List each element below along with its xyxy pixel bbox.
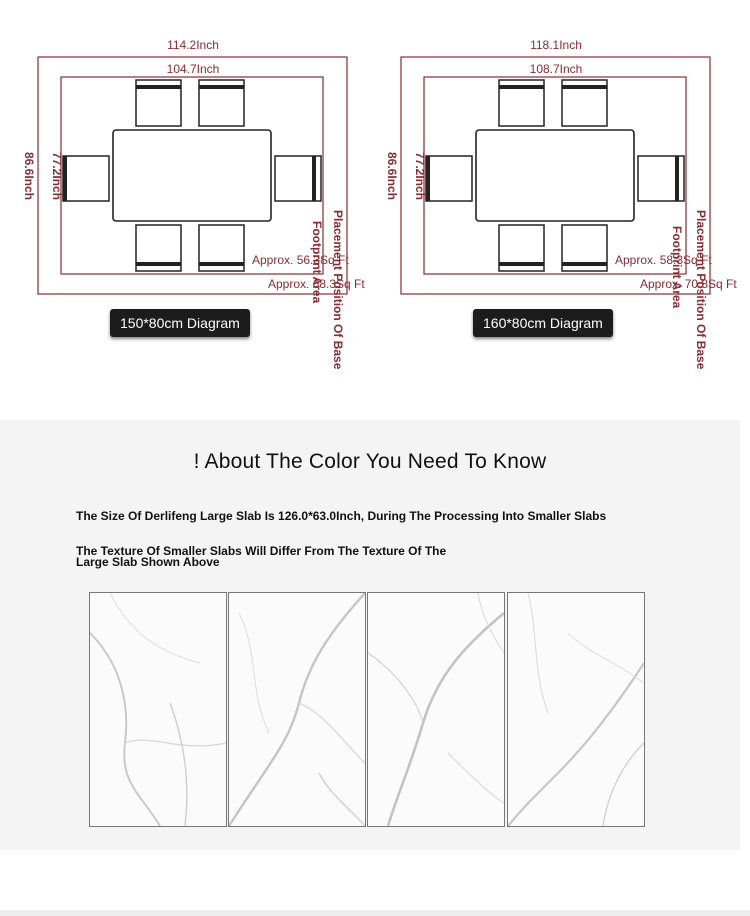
chair-left xyxy=(426,156,472,201)
diagram-badge: 160*80cm Diagram xyxy=(473,309,613,337)
marble-veins xyxy=(368,593,504,826)
chair-top-1 xyxy=(499,80,544,126)
base-area-value: Approx. 70.8Sq Ft xyxy=(640,277,737,291)
table-shape xyxy=(113,130,271,221)
chair-bottom-1 xyxy=(499,225,544,271)
slab-size-note: The Size Of Derlifeng Large Slab Is 126.0*63.0Inch, During The Processing Into Smaller Slabs xyxy=(76,509,607,523)
outer-height-label: 86.6Inch xyxy=(385,151,399,201)
section-title: ! About The Color You Need To Know xyxy=(193,450,547,473)
footprint-area-label: Footprint Area xyxy=(310,221,324,304)
base-area-value: Approx. 68.3Sq Ft xyxy=(268,277,365,291)
texture-note-line-1: The Texture Of Smaller Slabs Will Differ From The Texture Of The xyxy=(76,544,447,558)
outer-width-label: 118.1Inch xyxy=(530,38,582,52)
marble-veins xyxy=(229,593,365,826)
marble-veins xyxy=(508,593,644,826)
chair-top-2 xyxy=(199,80,244,126)
outer-width-label: 114.2Inch xyxy=(167,38,219,52)
chair-top-2 xyxy=(562,80,607,126)
chair-right xyxy=(638,156,684,201)
texture-note-line-2: Large Slab Shown Above xyxy=(76,555,220,569)
diagram-160x80 xyxy=(363,0,738,380)
diagram-badge: 150*80cm Diagram xyxy=(110,309,250,337)
marble-veins xyxy=(90,593,226,826)
chair-bottom-2 xyxy=(562,225,607,271)
base-position-label: Placement Position Of Base xyxy=(331,210,345,370)
chair-right xyxy=(275,156,321,201)
inner-height-label: 77.2Inch xyxy=(413,151,427,201)
marble-slab-4 xyxy=(507,592,645,827)
table-shape xyxy=(476,130,634,221)
footer-strip xyxy=(0,910,750,916)
inner-width-label: 108.7Inch xyxy=(529,62,583,76)
chair-top-1 xyxy=(136,80,181,126)
marble-slab-2 xyxy=(228,592,366,827)
inner-width-label: 104.7Inch xyxy=(166,62,220,76)
footprint-area-value: Approx. 56.3Sq Ft xyxy=(252,253,349,267)
footprint-area-value: Approx. 58.3Sq Ft xyxy=(615,253,712,267)
inner-height-label: 77.2Inch xyxy=(50,151,64,201)
chair-left xyxy=(63,156,109,201)
marble-slab-1 xyxy=(89,592,227,827)
marble-slab-3 xyxy=(367,592,505,827)
color-info-section xyxy=(0,420,740,850)
footprint-area-label: Footprint Area xyxy=(670,226,684,309)
chair-bottom-1 xyxy=(136,225,181,271)
chair-bottom-2 xyxy=(199,225,244,271)
diagram-150x80 xyxy=(0,0,375,380)
outer-height-label: 86.6Inch xyxy=(22,151,36,201)
base-position-label: Placement Position Of Base xyxy=(694,210,708,370)
